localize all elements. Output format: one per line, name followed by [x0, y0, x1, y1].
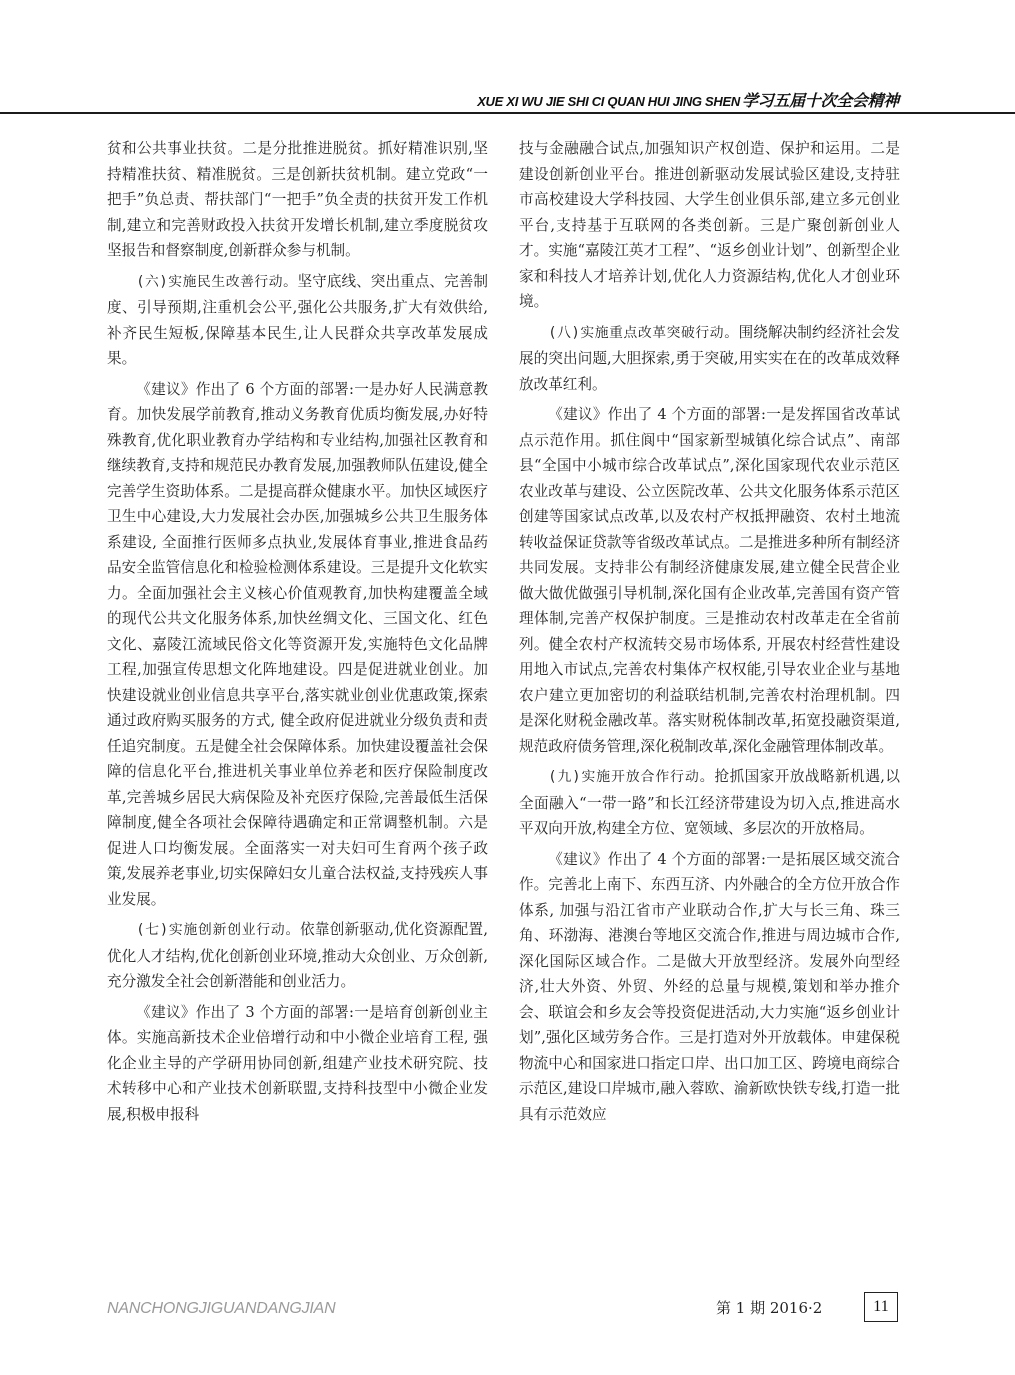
running-header [477, 88, 899, 111]
section-text: 围绕解决制约经济社会发展的突出问题,大胆探索,勇于突破,用实实在在的改革成效释放改革红利。 [519, 323, 900, 393]
section-paragraph [519, 320, 900, 398]
section-paragraph [107, 917, 488, 995]
section-paragraph [519, 764, 900, 842]
paragraph: 《建议》作出了 4 个方面的部署:一是发挥国省改革试点示范作用。抓住阆中“国家新型城镇化综合试点”、南部县“全国中小城市综合改革试点”,深化国家现代农业示范区农业改革与建设、公立医院改革、公共文化服务体系示范区创建等国家试点改革,以及农村产权抵押融资、农村土地流转收益保证贷款等省级改革试点。二是推进多种所有制经济共同发展。支持非公有制经济健康发展,建立健全民营企业做大做优做强引导机制,深化国有企业改革,完善国有资产管理体制,完善产权保护制度。三是推动农村改革走在全省前列。健全农村产权流转交易市场体系, 开展农村经营性建设用地入市试点,完善农村集体产权权能,引导农业企业与基地农户建立更加密切的利益联结机制,完善农村治理机制。四是深化财税金融改革。落实财税体制改革,拓宽投融资渠道,规范政府债务管理,深化税制改革,深化金融管理体制改革。 [519, 406, 900, 755]
paragraph-continued: 贫和公共事业扶贫。二是分批推进脱贫。抓好精准识别,坚持精准扶贫、精准脱贫。三是创新扶贫机制。建立党政“一把手”负总责、帮扶部门“一把手”负全责的扶贫开发工作机制,建立和完善财政投入扶贫开发增长机制,建立季度脱贫攻坚报告和督察制度,创新群众参与机制。 [107, 140, 488, 259]
section-heading: (六)实施民生改善行动。 [136, 273, 298, 290]
header-rule [0, 112, 1015, 114]
header-title: 学习五届十次全会精神 [741, 93, 899, 110]
issue-info: 第 1 期 2016·2 [716, 1299, 823, 1317]
section-text: 坚守底线、突出重点、完善制度、引导预期,注重机会公平,强化公共服务,扩大有效供给,补齐民生短板,保障基本民生,让人民群众共享改革发展成果。 [107, 272, 488, 367]
paragraph: 《建议》作出了 3 个方面的部署:一是培育创新创业主体。实施高新技术企业倍增行动和中小微企业培育工程, 强化企业主导的产学研用协同创新,组建产业技术研究院、技术转移中心和产业技术创新联盟,支持科技型中小微企业发展,积极申报科 [107, 1003, 488, 1123]
paragraph: 《建议》作出了 6 个方面的部署:一是办好人民满意教育。加快发展学前教育,推动义务教育优质均衡发展,办好特殊教育,优化职业教育办学结构和专业结构,加强社区教育和继续教育,支持和规范民办教育发展,加强教师队伍建设,健全完善学生资助体系。二是提高群众健康水平。加快区域医疗卫生中心建设,大力发展社会办医,加强城乡公共卫生服务体系建设, 全面推行医师多点执业,发展体育事业,推进食品药品安全监管信息化和检验检测体系建设。三是提升文化软实力。全面加强社会主义核心价值观教育,加快构建覆盖全域的现代公共文化服务体系,加快丝绸文化、三国文化、红色文化、嘉陵江流域民俗文化等资源开发,实施特色文化品牌工程,加强宣传思想文化阵地建设。四是促进就业创业。加快建设就业创业信息共享平台,落实就业创业优惠政策,探索通过政府购买服务的方式, 健全政府促进就业分级负责和责任追究制度。五是健全社会保障体系。加快建设覆盖社会保障的信息化平台,推进机关事业单位养老和医疗保险制度改革,完善城乡居民大病保险及补充医疗保险,完善最低生活保障制度,健全各项社会保障待遇确定和正常调整机制。六是促进人口均衡发展。全面落实一对夫妇可生育两个孩子政策,发展养老事业,切实保障妇女儿童合法权益,支持残疾人事业发展。 [107, 380, 488, 908]
header-pinyin: XUE XI WU JIE SHI CI QUAN HUI JING SHEN [477, 94, 740, 109]
left-column [107, 136, 488, 1127]
section-heading: (九)实施开放合作行动。 [548, 769, 715, 785]
section-paragraph [107, 269, 488, 372]
section-heading: (八)实施重点改革突破行动。 [548, 324, 739, 341]
section-text: 依靠创新驱动,优化资源配置,优化人才结构,优化创新创业环境,推动大众创业、万众创新,充分激发全社会创新潜能和创业活力。 [107, 921, 488, 990]
page-number: 11 [864, 1292, 898, 1322]
paragraph-continued: 技与金融融合试点,加强知识产权创造、保护和运用。二是建设创新创业平台。推进创新驱动发展试验区建设,支持驻市高校建设大学科技园、大学生创业俱乐部,建立多元创业平台,支持基于互联网的各类创新。三是广聚创新创业人才。实施“嘉陵江英才工程”、“返乡创业计划”、创新型企业家和科技人才培养计划,优化人力资源结构,优化人才创业环境。 [519, 140, 900, 310]
paragraph: 《建议》作出了 4 个方面的部署:一是拓展区域交流合作。完善北上南下、东西互济、内外融合的全方位开放合作体系, 加强与沿江省市产业联动合作,扩大与长三角、珠三角、环渤海、港澳台等地区交流合作,推进与周边城市合作,深化国际区域合作。二是做大开放型经济。发展外向型经济,壮大外资、外贸、外经的总量与规模,策划和举办推介会、联谊会和乡友会等投资促进活动,大力实施“返乡创业计划”,强化区域劳务合作。三是打造对外开放载体。申建保税物流中心和国家进口指定口岸、出口加工区、跨境电商综合示范区,建设口岸城市,融入蓉欧、渝新欧快铁专线,打造一批具有示范效应 [519, 850, 900, 1123]
right-column [519, 136, 900, 1127]
journal-name: NANCHONGJIGUANDANGJIAN [107, 1300, 336, 1317]
section-text: 抢抓国家开放战略新机遇,以全面融入“一带一路”和长江经济带建设为切入点,推进高水平双向开放,构建全方位、宽领域、多层次的开放格局。 [519, 768, 900, 837]
section-heading: (七)实施创新创业行动。 [136, 922, 301, 938]
